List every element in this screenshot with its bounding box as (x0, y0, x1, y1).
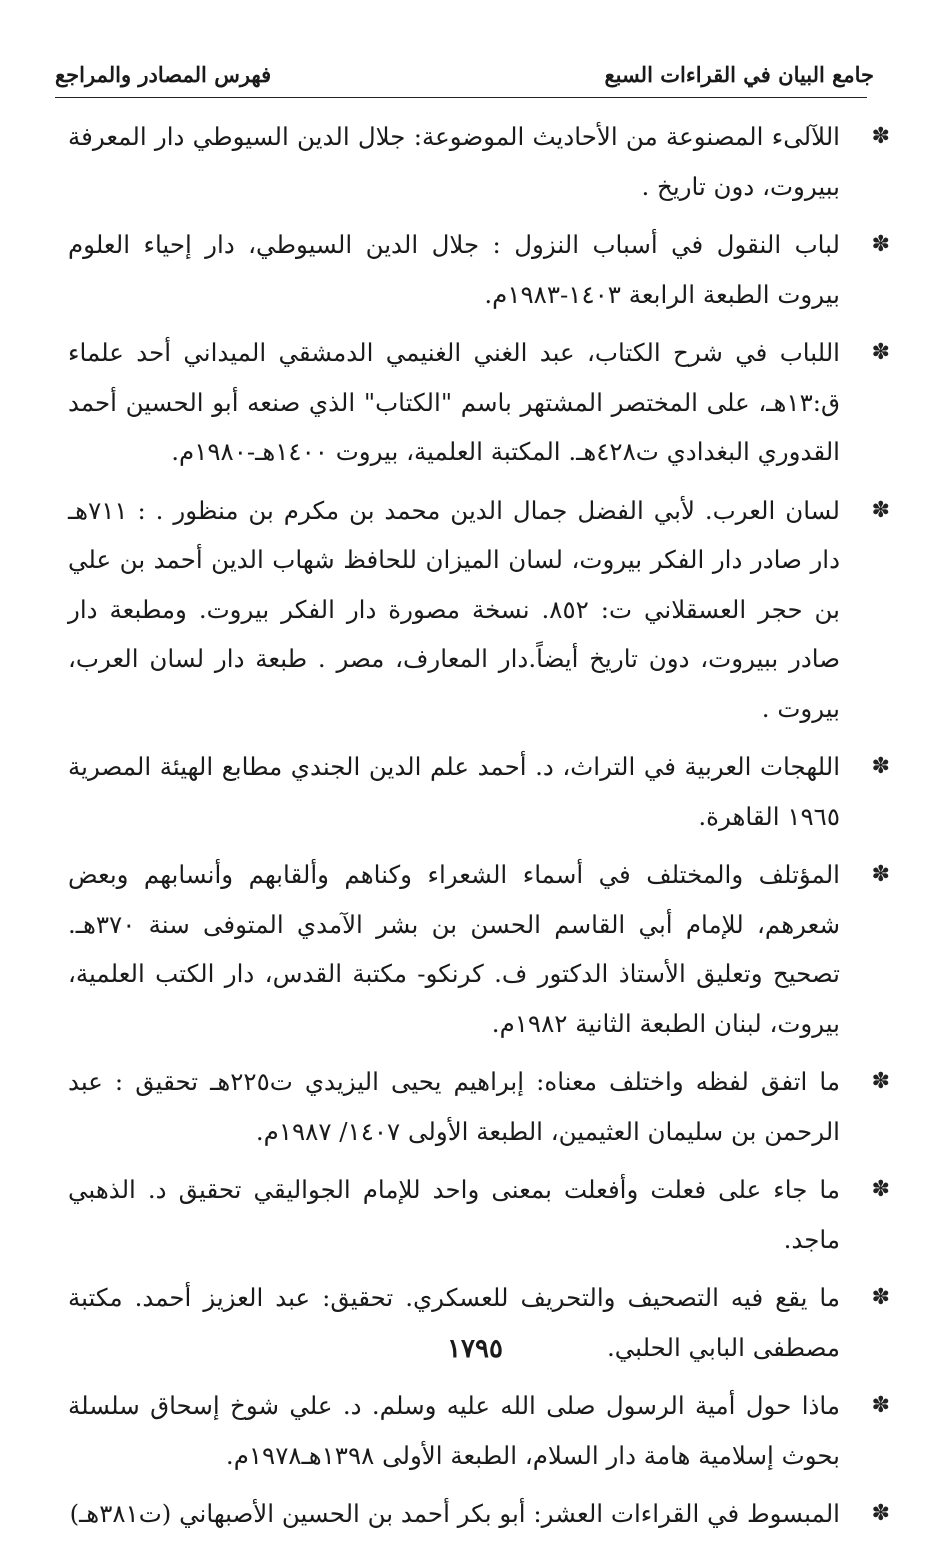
section-title: فهرس المصادر والمراجع (55, 62, 272, 87)
header-rule (55, 97, 867, 98)
bibliography-entry (68, 328, 890, 477)
entry-text: ما يقع فيه التصحيف والتحريف للعسكري. تحقيق: عبد العزيز أحمد. مكتبة مصطفى البابي الحلبي. (68, 1283, 840, 1362)
entry-text: اللهجات العربية في التراث، د. أحمد علم الدين الجندي مطابع الهيئة المصرية ١٩٦٥ القاهرة. (68, 752, 840, 831)
entry-text: ما اتفق لفظه واختلف معناه: إبراهيم يحيى اليزيدي ت٢٢٥هـ تحقيق : عبد الرحمن بن سليمان العثيمين، الطبعة الأولى ١٤٠٧/ ١٩٨٧م. (68, 1067, 841, 1146)
bibliography-entry (68, 486, 890, 734)
entry-text: المبسوط في القراءات العشر: أبو بكر أحمد بن الحسين الأصبهاني (ت٣٨١هـ) (69, 1499, 840, 1528)
running-header (55, 58, 874, 98)
bibliography-entry (68, 1489, 890, 1539)
asterisk-bullet-icon: ✽ (871, 862, 890, 887)
asterisk-bullet-icon: ✽ (871, 124, 890, 149)
bibliography-entry (68, 1165, 890, 1264)
asterisk-bullet-icon: ✽ (871, 1501, 890, 1526)
asterisk-bullet-icon: ✽ (871, 340, 890, 365)
entry-text: اللباب في شرح الكتاب، عبد الغني الغنيمي الدمشقي الميداني أحد علماء ق:١٣هـ، على المختصر المشتهر باسم "الكتاب" الذي صنعه أبو الحسين أحمد القدوري البغدادي ت٤٢٨هـ. المكتبة العلمية، بيروت ١٤٠٠هـ-١٩٨٠م. (68, 338, 840, 466)
asterisk-bullet-icon: ✽ (871, 1285, 890, 1310)
bibliography-entry (68, 850, 890, 1048)
bibliography-list (68, 112, 890, 1548)
entry-text: المؤتلف والمختلف في أسماء الشعراء وكناهم وألقابهم وأنسابهم وبعض شعرهم، للإمام أبي القاسم الحسن بن بشر الآمدي المتوفى سنة ٣٧٠هـ. تصحيح وتعليق الأستاذ الدكتور ف. كرنكو- مكتبة القدس، دار الكتب العلمية، بيروت، لبنان الطبعة الثانية ١٩٨٢م. (68, 860, 840, 1038)
asterisk-bullet-icon: ✽ (871, 1069, 890, 1094)
bibliography-entry (68, 742, 890, 841)
entry-text: ماذا حول أمية الرسول صلى الله عليه وسلم. د. علي شوخ إسحاق سلسلة بحوث إسلامية هامة دار السلام، الطبعة الأولى ١٣٩٨هـ١٩٧٨م. (68, 1391, 840, 1470)
bibliography-entry (68, 1057, 890, 1156)
bibliography-entry (68, 220, 890, 319)
entry-text: ما جاء على فعلت وأفعلت بمعنى واحد للإمام الجواليقي تحقيق د. الذهبي ماجد. (68, 1175, 840, 1254)
page-number: ١٧٩٥ (447, 1334, 503, 1364)
asterisk-bullet-icon: ✽ (871, 497, 890, 523)
bibliography-entry (68, 1381, 890, 1480)
entry-text: لباب النقول في أسباب النزول : جلال الدين السيوطي، دار إحياء العلوم بيروت الطبعة الرابعة ١٤٠٣-١٩٨٣م. (68, 230, 840, 309)
asterisk-bullet-icon: ✽ (871, 1177, 890, 1202)
asterisk-bullet-icon: ✽ (871, 1393, 890, 1418)
book-title: جامع البيان في القراءات السبع (604, 62, 874, 87)
bibliography-entry (68, 112, 890, 211)
entry-text: لسان العرب. لأبي الفضل جمال الدين محمد بن مكرم بن منظور . : ٧١١هـ دار صادر دار الفكر بيروت، لسان الميزان للحافظ شهاب الدين أحمد بن علي بن حجر العسقلاني ت: ٨٥٢. نسخة مصورة دار الفكر بيروت. ومطبعة دار صادر ببيروت، دون تاريخ أيضاً.دار المعارف، مصر . طبعة دار لسان العرب، بيروت . (68, 495, 840, 723)
entry-text: اللآلىء المصنوعة من الأحاديث الموضوعة: جلال الدين السيوطي دار المعرفة ببيروت، دون تاريخ . (68, 122, 840, 201)
asterisk-bullet-icon: ✽ (871, 754, 890, 779)
asterisk-bullet-icon: ✽ (871, 232, 890, 257)
